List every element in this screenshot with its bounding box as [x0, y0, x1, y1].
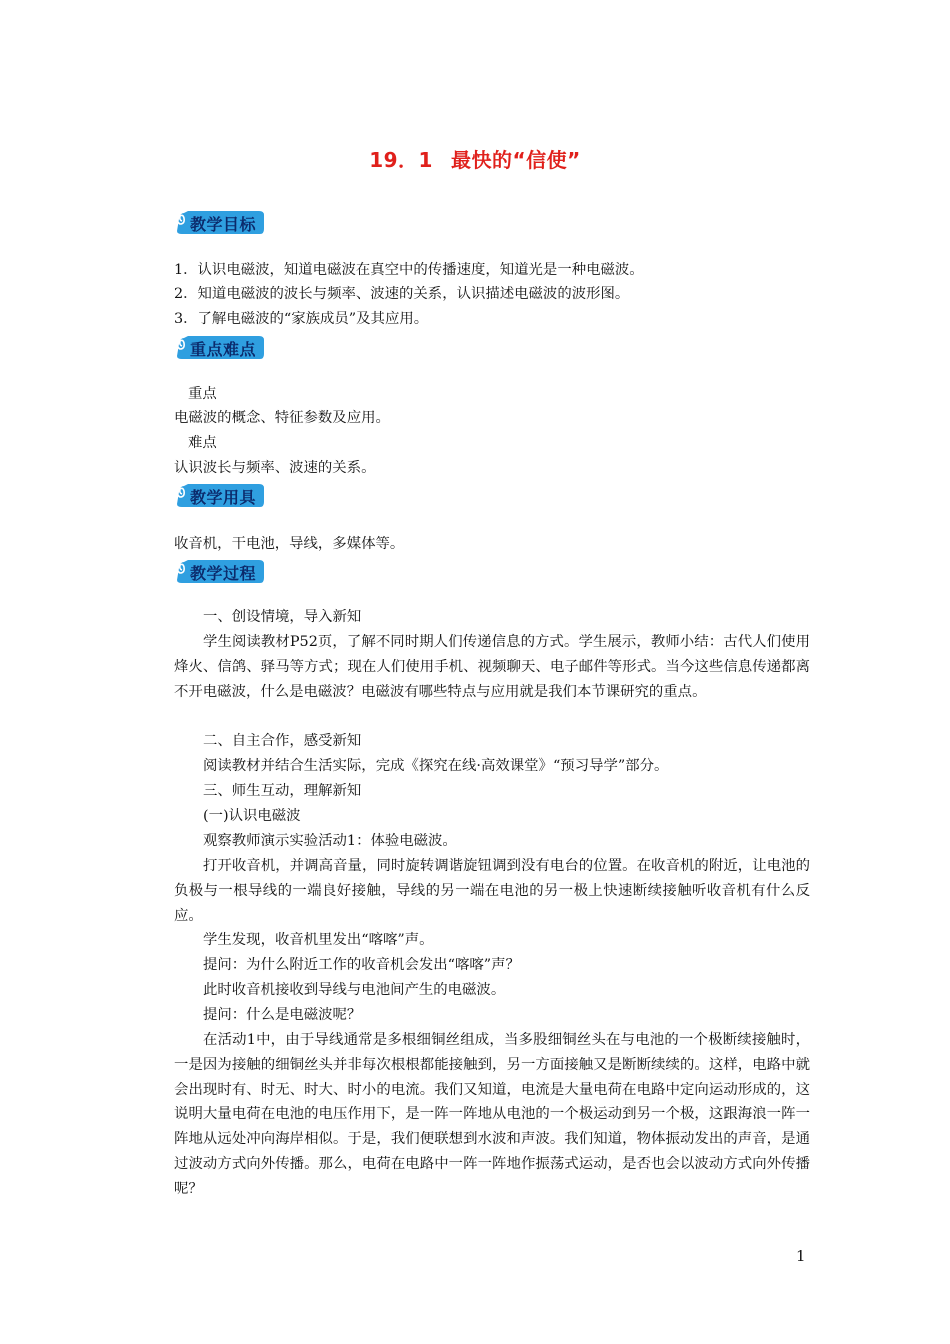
tools-text: 收音机，干电池，导线，多媒体等。 — [174, 536, 405, 552]
process-paragraph-explanation: 在活动1中，由于导线通常是多根细铜丝组成，当多股细铜丝头在与电池的一个极断续接触时，一是因为接触的细铜丝头并非每次根根都能接触到，另一方面接触又是断断续续的。这样，电路中就会出现时有、时无、时大、时小的电流。我们又知道，电流是大量电荷在电路中定向运动形成的，这说明大量电荷在电池的电压作用下，是一阵一阵地从电池的一个极运动到另一个极，这跟海浪一阵一阵地从远处冲向海岸相似。于是，我们便联想到水波和声波。我们知道，物体振动发出的声音，是通过波动方式向外传播。那么，电荷在电路中一阵一阵地作振荡式运动，是否也会以波动方式向外传播呢？ — [174, 1032, 810, 1197]
tag-label: 重点难点 — [190, 340, 257, 359]
objective-item-2: 2．知道电磁波的波长与频率、波速的关系，认识描述电磁波的波形图。 — [174, 286, 630, 302]
title-number: 19．1 — [369, 148, 433, 172]
objective-item-3: 3．了解电磁波的“家族成员”及其应用。 — [174, 311, 429, 327]
difficult-heading: 难点 — [188, 435, 217, 451]
process-subheading-1: (一)认识电磁波 — [203, 808, 301, 824]
process-paragraph-experiment: 打开收音机，并调高音量，同时旋转调谐旋钮调到没有电台的位置。在收音机的附近，让电池的负极与一根导线的一端良好接触，导线的另一端在电池的另一极上快速断续接触听收音机有什么反应。 — [174, 858, 810, 924]
section-tag-objectives — [174, 209, 266, 235]
process-heading-1: 一、创设情境，导入新知 — [203, 609, 362, 625]
process-heading-2: 二、自主合作，感受新知 — [203, 733, 362, 749]
process-heading-3: 三、师生互动，理解新知 — [203, 783, 362, 799]
process-paragraph-question-2: 提问：什么是电磁波呢？ — [203, 1007, 362, 1023]
process-paragraph-activity: 观察教师演示实验活动1：体验电磁波。 — [203, 833, 457, 849]
process-paragraph-discovery: 学生发现，收音机里发出“喀喀”声。 — [203, 932, 434, 948]
page-number: 1 — [796, 1247, 806, 1265]
document-title — [0, 144, 950, 173]
section-tag-tools — [174, 482, 266, 508]
objective-item-1: 1．认识电磁波，知道电磁波在真空中的传播速度，知道光是一种电磁波。 — [174, 262, 644, 278]
process-paragraph-question-1: 提问：为什么附近工作的收音机会发出“喀喀”声？ — [203, 957, 520, 973]
key-text: 电磁波的概念、特征参数及应用。 — [174, 410, 390, 426]
process-paragraph-self-study: 阅读教材并结合生活实际，完成《探究在线·高效课堂》“预习导学”部分。 — [203, 758, 669, 774]
key-heading: 重点 — [188, 386, 217, 402]
tag-label: 教学目标 — [190, 215, 257, 234]
section-tag-keypoints — [174, 334, 266, 360]
tag-label: 教学用具 — [190, 488, 257, 507]
process-paragraph-intro: 学生阅读教材P52页，了解不同时期人们传递信息的方式。学生展示，教师小结：古代人们使用烽火、信鸽、驿马等方式；现在人们使用手机、视频聊天、电子邮件等形式。当今这些信息传递都离不开电磁波，什么是电磁波？电磁波有哪些特点与应用就是我们本节课研究的重点。 — [174, 634, 810, 700]
section-tag-process — [174, 558, 266, 584]
tag-label: 教学过程 — [190, 564, 257, 583]
title-text: 最快的“信使” — [450, 148, 581, 172]
process-paragraph-answer-1: 此时收音机接收到导线与电池间产生的电磁波。 — [203, 982, 506, 998]
difficult-text: 认识波长与频率、波速的关系。 — [174, 460, 376, 476]
